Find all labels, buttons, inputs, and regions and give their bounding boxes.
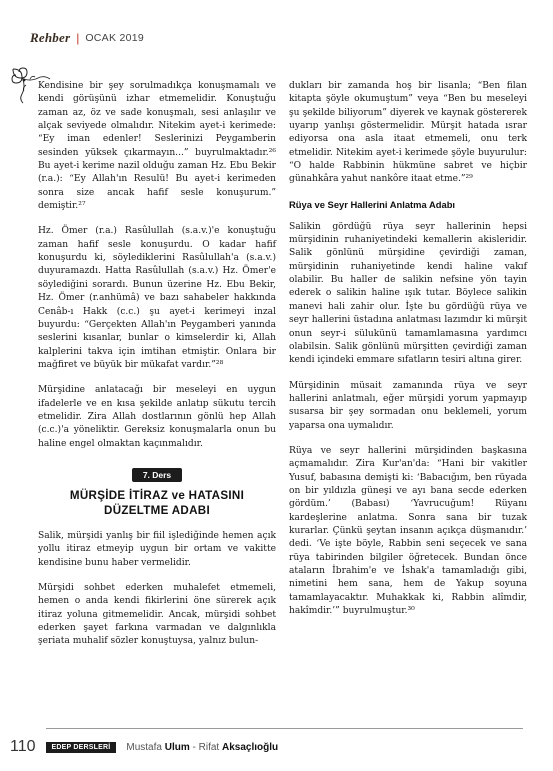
paragraph: Salikin gördüğü rüya seyr hallerinin hepsi mürşidinin ruhaniyetindeki kemallerin akisleridir. Salik gönlünü mürşidine çevirdiği zaman, mürşidinin ruhaniyetinde kendi haline vakıf olabilir. Bu haller de salikin nefsine yön tayin ederek o salikin haline ışık tutar. Böylece salikin manevi hali zahir olur. İşte bu gördüğü rüya ve seyr hallerini üstadına anlatması lazımdır ki mürşit onun seyr-i sülukünü tamamlamasına yardımcı olabilsin. Salik gönlünü mürşitten çevirdiği zaman kendi içindeki emmare sıfatların tesiri altına girer. — [289, 221, 527, 366]
page-number: 110 — [10, 738, 36, 755]
lesson-badge: 7. Ders — [132, 468, 182, 482]
magazine-logo: Rehber — [30, 30, 71, 45]
subsection-heading: Rüya ve Seyr Hallerini Anlatma Adabı — [289, 198, 456, 210]
right-column — [289, 80, 527, 630]
paragraph: Mürşidine anlatacağı bir meseleyi en uygun ifadelerle ve en kısa şekilde anlatıp sükutu tercih etmelidir. Zira Allah dostlarının gönlü hep Allah (c.c.)'a yöneliktir. Gereksiz konuşmalarla onun bu haline engel olmaktan kaçınmalıdır. — [38, 385, 276, 449]
series-badge: EDEP DERSLERİ — [46, 742, 117, 753]
paragraph: Mürşidi sohbet ederken muhalefet etmemeli, hemen o anda kendi fikirlerini öne sürerek açık itiraz yoluna gitmemelidir. Ancak, mürşidi sohbet ederken şayet farkına varmadan ve dalgınlıkla şeriata muhalif sözler konuştuysa, yalnız bulun- — [38, 582, 276, 647]
section-title-line: MÜRŞİDE İTİRAZ ve HATASINI — [69, 488, 245, 502]
section-title — [38, 488, 276, 518]
paragraph: Rüya ve seyr hallerini mürşidinden başkasına açmamalıdır. Zira Kur'an'da: “Hani bir vakitler Yusuf, babasına demişti ki: ‘Babacığım, ben rüyada on bir yıldızla güneşi ve ayı bana secde ederken gördüm.’ (Babası) ‘Yavrucuğum! Rüyanı kardeşlerine anlatma. Sonra sana bir tuzak kurarlar. Çünkü şeytan insanın açıkça düşmanıdır.’ dedi. ‘Ve işte böyle, Rabbin seni seçecek ve sana rüya tabirinden bilgiler öğretecek. Bundan önce ataların İbrahim'e ve İshak'a tamamladığı gibi, nimetini hem sana, hem de Yakup soyuna tamamlayacaktır. Muhakkak ki, Rabbin alîmdir, hakîmdir.’” buyrulmuştur.³⁰ — [289, 445, 527, 617]
page-header — [30, 30, 144, 46]
paragraph: Hz. Ömer (r.a.) Rasûlullah (s.a.v.)'e konuştuğu zaman hafif sesle konuşurdu. O kadar hafif konuşurdu ki, söylediklerini Rasûlullah'a (s.a.v.) duyuramazdı. Hatta Rasûlullah (s.a.v.) Hz. Ömer'e söylediğini sorardı. Bunun üzerine Hz. Ebu Bekir, Hz. Ömer (r.anhümâ) ve bazı sahabeler hakkında Cenâb-ı Hakk (c.c.) şu ayet-i kerimeyi inzal buyurdu: “Gerçekten Allah'ın Peygamberi yanında seslerini kısanlar, bunlar o kimselerdir ki, Allah kalplerini takva için imtihan etmiştir. Onlara bir mağfiret ve büyük bir mükafat vardır.”²⁸ — [38, 226, 276, 370]
page-footer — [10, 737, 278, 757]
footer-divider — [46, 728, 523, 729]
authors: Mustafa Ulum - Rifat Aksaçlıoğlu — [126, 741, 279, 753]
paragraph: Kendisine bir şey sorulmadıkça konuşmamalı ve kendi görüşünü izhar etmemelidir. Konuştuğu zaman az, öz ve sade konuşmalı, sesi anlaşılır ve alçak seviyede olmalıdır. Nitekim ayet-i kerimede: “Ey iman edenler! Seslerinizi Peygamberin sesinden yüksek çıkarmayın...” buyrulmaktadır.²⁶ Bu ayet-i kerime nazil olduğu zaman Hz. Ebu Bekir (r.a.): “Ey Allah'ın Resulü! Bu ayet-i kerimeden sonra size ancak hafif sesle konuşurum.” demiştir.²⁷ — [38, 81, 276, 212]
paragraph: dukları bir zamanda hoş bir lisanla; “Ben filan kitapta şöyle okumuştum” veya “Ben bu meseleyi şu şekilde biliyorum” diyerek ve kaynak göstererek uyarıp yanlışı göstermelidir. Mürşit hatada ısrar ediyorsa ona asla itaat etmemeli, onu terk etmelidir. Nitekim ayet-i kerimede şöyle buyurulur: “O halde Rabbinin hükmüne sabret ve hiçbir günahkâra yahut nankôre itaat etme.”²⁹ — [289, 81, 527, 185]
paragraph: Salik, mürşidi yanlış bir fiil işlediğinde hemen açık yollu itiraz etmeyip uygun bir ortam ve vakitte kendisine bunu haber vermelidir. — [38, 530, 276, 568]
issue-date: OCAK 2019 — [85, 32, 145, 44]
left-column — [38, 80, 276, 661]
paragraph: Mürşidinin müsait zamanında rüya ve seyr hallerini anlatmalı, eğer mürşidi yorum yapmayıp susarsa bir şey sormadan onu beklemeli, yorum yaparsa ona uymalıdır. — [289, 380, 527, 431]
lesson-badge-wrap — [38, 463, 276, 482]
section-title-line: DÜZELTME ADABI — [104, 503, 210, 517]
header-separator: | — [76, 31, 80, 45]
